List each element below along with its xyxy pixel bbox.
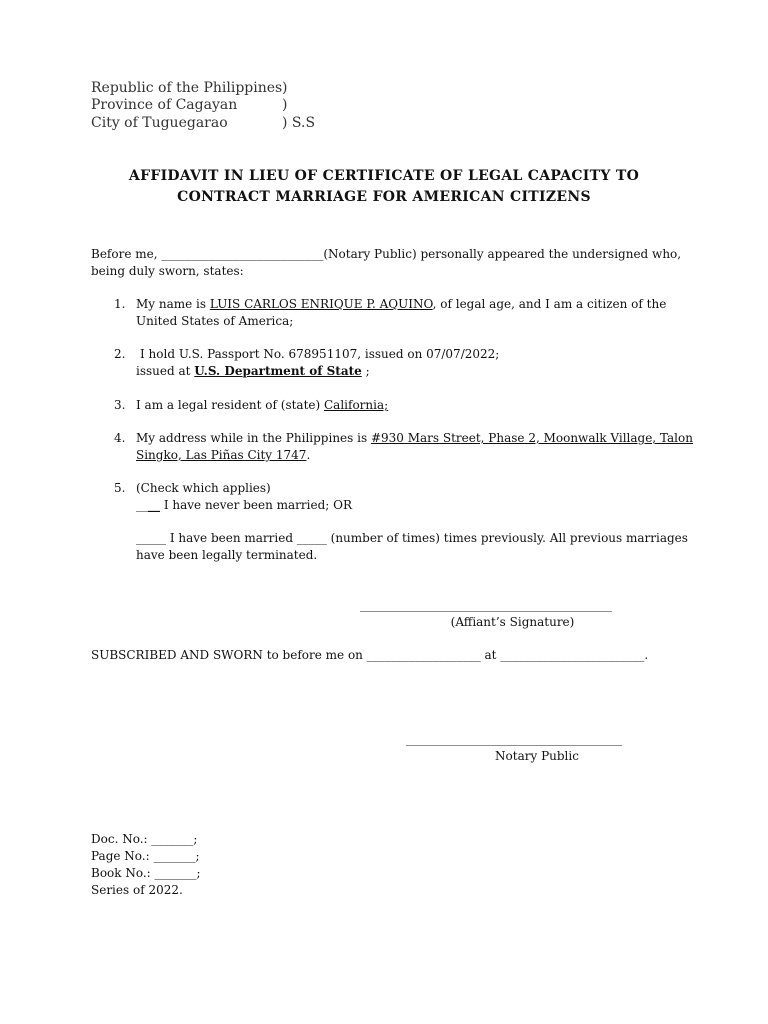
venue-mark-1: ) <box>282 80 288 96</box>
item-1-suffix: , of legal age, and I am a citizen of the <box>432 297 667 311</box>
address-line-1: #930 Mars Street, Phase 2, Moonwalk Village, Talon <box>370 431 693 445</box>
option-never-married-blank: __ <box>136 498 148 512</box>
item-1-line-1 <box>136 297 666 311</box>
option-never-married-check: __ <box>148 498 160 512</box>
item-4-line-2 <box>136 448 310 462</box>
book-number: Book No.: _______; <box>91 866 201 880</box>
item-3-line <box>136 398 388 412</box>
item-4-number: 4. <box>114 431 126 445</box>
venue-republic: Republic of the Philippines <box>91 80 283 96</box>
item-4-line-1 <box>136 431 693 445</box>
item-1-number: 1. <box>114 297 126 311</box>
venue-province: Province of Cagayan <box>91 97 238 113</box>
series-year: Series of 2022. <box>91 883 183 897</box>
document-title-line-1: AFFIDAVIT IN LIEU OF CERTIFICATE OF LEGAL CAPACITY TO <box>128 168 640 184</box>
item-3-prefix: I am a legal resident of (state) <box>136 398 324 412</box>
option-previously-married-line-2: have been legally terminated. <box>136 548 318 562</box>
page-number: Page No.: _______; <box>91 849 200 863</box>
option-previously-married: _____ I have been married _____ (number of times) times previously. All previous marriages <box>136 531 688 545</box>
affiant-signature-line: __________________________________________ <box>360 598 612 612</box>
item-2-issued-at: issued at <box>136 364 195 378</box>
item-4-prefix: My address while in the Philippines is <box>136 431 371 445</box>
item-3-number: 3. <box>114 398 126 412</box>
venue-mark-2: ) <box>282 97 288 113</box>
document-title-line-2: CONTRACT MARRIAGE FOR AMERICAN CITIZENS <box>177 189 591 205</box>
item-2-end: ; <box>361 364 370 378</box>
item-1-prefix: My name is <box>136 297 210 311</box>
intro-line-2: being duly sworn, states: <box>91 264 244 278</box>
issuing-authority: U.S. Department of State <box>194 364 362 378</box>
venue-mark-3: ) S.S <box>282 115 316 131</box>
item-1-line-2: United States of America; <box>136 314 294 328</box>
notary-label: Notary Public <box>495 749 579 763</box>
doc-number: Doc. No.: _______; <box>91 832 198 846</box>
option-never-married-text: I have never been married; OR <box>160 498 352 512</box>
venue-city: City of Tuguegarao <box>91 115 228 131</box>
address-line-2: Singko, Las Piñas City 1747 <box>136 448 307 462</box>
item-2-line-1: I hold U.S. Passport No. 678951107, issued on 07/07/2022; <box>140 347 500 361</box>
affiant-name: LUIS CARLOS ENRIQUE P. AQUINO <box>209 297 433 311</box>
subscribed-sworn-line: SUBSCRIBED AND SWORN to before me on ___________________ at ________________________. <box>91 648 649 662</box>
item-4-end: . <box>306 448 311 462</box>
option-never-married <box>136 498 352 512</box>
resident-state: California; <box>324 398 389 412</box>
item-5-header: (Check which applies) <box>136 481 271 495</box>
item-5-number: 5. <box>114 481 126 495</box>
intro-line-1: Before me, ___________________________(Notary Public) personally appeared the undersigned who, <box>91 247 682 261</box>
item-2-line-2 <box>136 364 370 378</box>
affiant-signature-label: (Affiant’s Signature) <box>450 615 575 629</box>
item-2-number: 2. <box>114 347 126 361</box>
notary-signature-line: ____________________________________ <box>406 732 622 746</box>
